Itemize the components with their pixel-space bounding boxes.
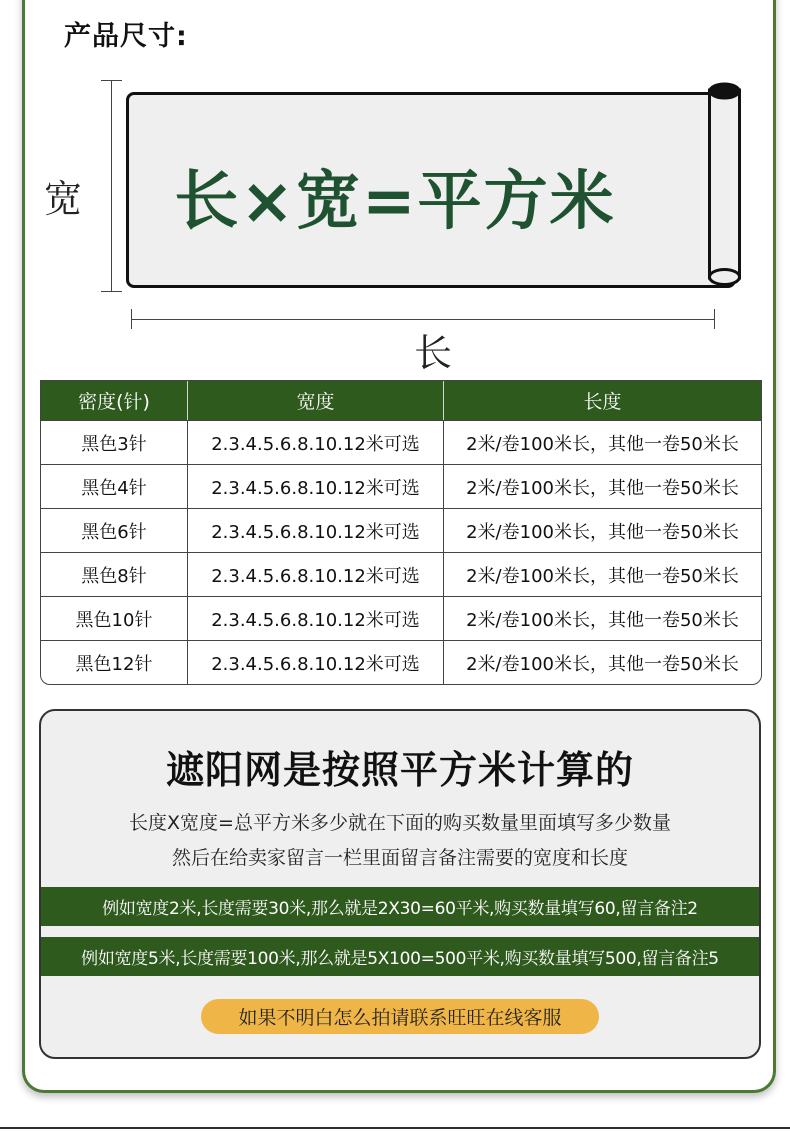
table-row	[41, 640, 761, 684]
bottom-divider	[0, 1127, 790, 1129]
table-row	[41, 420, 761, 464]
spec-table-header	[41, 381, 761, 420]
length-dimension-tick-left	[131, 309, 132, 329]
cell-density: 黑色8针	[41, 553, 188, 596]
example-bar-2: 例如宽度5米,长度需要100米,那么就是5X100=500平米,购买数量填写500,留言备注5	[41, 937, 759, 976]
table-row	[41, 596, 761, 640]
length-label: 长	[414, 331, 453, 375]
cell-length: 2米/卷100米长，其他一卷50米长	[466, 521, 739, 543]
example-bar-1: 例如宽度2米,长度需要30米,那么就是2X30=60平米,购买数量填写60,留言备注2	[41, 887, 759, 926]
header-density: 密度(针)	[41, 381, 188, 420]
cell-width: 2.3.4.5.6.8.10.12米可选	[188, 421, 444, 464]
cell-length: 2米/卷100米长，其他一卷50米长	[466, 477, 739, 499]
area-formula: 长×宽=平方米	[174, 165, 616, 239]
spec-table	[40, 380, 762, 685]
cell-width: 2.3.4.5.6.8.10.12米可选	[188, 509, 444, 552]
width-dimension-tick-bottom	[101, 291, 122, 292]
header-width: 宽度	[188, 381, 444, 420]
info-line-note: 然后在给卖家留言一栏里面留言备注需要的宽度和长度	[171, 847, 628, 869]
info-title: 遮阳网是按照平方米计算的	[165, 748, 634, 792]
cell-density: 黑色10针	[41, 597, 188, 640]
cell-density: 黑色12针	[41, 641, 188, 684]
cell-density: 黑色6针	[41, 509, 188, 552]
cell-width: 2.3.4.5.6.8.10.12米可选	[188, 553, 444, 596]
header-length: 长度	[583, 391, 622, 413]
length-dimension-line	[131, 319, 715, 320]
cell-length: 2米/卷100米长，其他一卷50米长	[466, 565, 739, 587]
width-dimension-tick-top	[101, 80, 122, 81]
cell-length: 2米/卷100米长，其他一卷50米长	[466, 433, 739, 455]
cell-width: 2.3.4.5.6.8.10.12米可选	[188, 597, 444, 640]
pricing-info-box	[39, 709, 761, 1059]
cell-length: 2米/卷100米长，其他一卷50米长	[466, 609, 739, 631]
cell-width: 2.3.4.5.6.8.10.12米可选	[188, 641, 444, 684]
table-row	[41, 508, 761, 552]
length-dimension-tick-right	[714, 309, 715, 329]
cell-width: 2.3.4.5.6.8.10.12米可选	[188, 465, 444, 508]
contact-service-badge: 如果不明白怎么拍请联系旺旺在线客服	[201, 999, 599, 1034]
cell-density: 黑色3针	[41, 421, 188, 464]
table-row	[41, 552, 761, 596]
width-label: 宽	[44, 177, 83, 221]
info-line-formula: 长度X宽度=总平方米多少就在下面的购买数量里面填写多少数量	[129, 812, 671, 834]
cell-length: 2米/卷100米长，其他一卷50米长	[466, 653, 739, 675]
section-title: 产品尺寸:	[64, 21, 188, 52]
table-row	[41, 464, 761, 508]
cell-density: 黑色4针	[41, 465, 188, 508]
